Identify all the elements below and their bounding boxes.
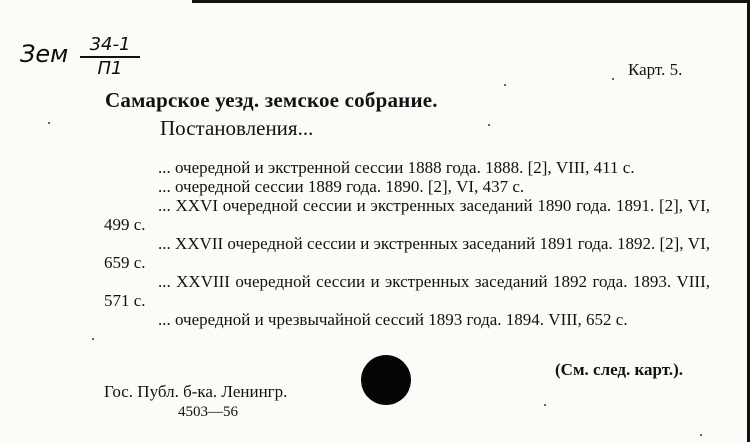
list-item: ... очередной сессии 1889 года. 1890. [2], VI, 437 с.	[158, 177, 525, 196]
list-item: ... очередной и экстренной сессии 1888 года. 1888. [2], VIII, 411 с.	[158, 158, 635, 177]
entry-list	[104, 158, 710, 329]
list-item: ... XXVI очередной сессии и экстренных заседаний 1890 года. 1891. [2], VI, 499 с.	[104, 196, 710, 234]
speck	[700, 434, 702, 436]
card-title: Самарское уезд. земское собрание.	[105, 88, 438, 112]
list-item: ... очередной и чрезвычайной сессий 1893 года. 1894. VIII, 652 с.	[158, 310, 628, 329]
speck	[92, 338, 94, 340]
top-border-line	[192, 0, 750, 3]
handwritten-fraction	[80, 36, 140, 78]
library-name: Гос. Публ. б-ка. Ленингр.	[104, 382, 288, 401]
speck	[48, 122, 50, 124]
card-number: Карт. 5.	[628, 60, 683, 79]
speck	[544, 404, 546, 406]
speck	[612, 78, 614, 80]
handwritten-denominator: П1	[97, 58, 123, 79]
catalog-number: 4503—56	[178, 404, 238, 420]
handwritten-code: Зем	[20, 40, 69, 68]
handwritten-numerator: 34-1	[89, 34, 131, 55]
punch-hole	[361, 355, 411, 405]
speck	[504, 84, 506, 86]
list-item: ... XXVII очередной сессии и экстренных заседаний 1891 года. 1892. [2], VI, 659 с.	[104, 234, 710, 272]
speck	[488, 124, 490, 126]
card-subtitle: Постановления...	[160, 116, 314, 140]
handwritten-shelfmark	[20, 34, 131, 79]
list-item: ... XXVIII очередной сессии и экстренных заседаний 1892 года. 1893. VIII, 571 с.	[104, 272, 710, 310]
see-next-card-note: (См. след. карт.).	[555, 360, 684, 379]
